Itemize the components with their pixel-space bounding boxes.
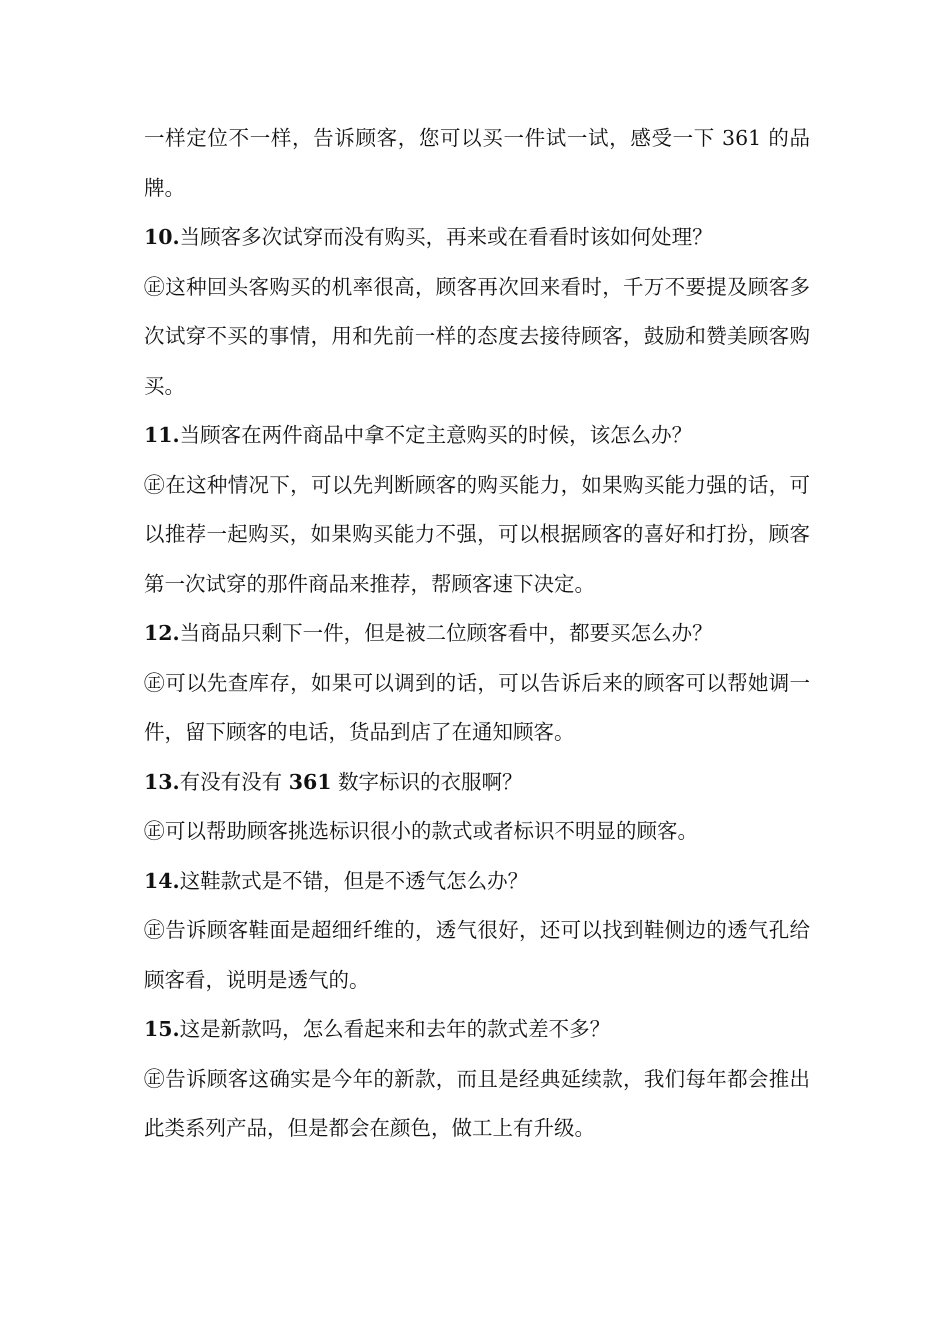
document-page	[144, 114, 810, 1154]
question-text: 这是新款吗，怎么看起来和去年的款式差不多？	[179, 1017, 611, 1041]
question-number: 15.	[144, 1017, 180, 1041]
answer-15	[144, 1055, 810, 1154]
answer-mark-icon: ㊣	[144, 670, 165, 695]
question-13	[144, 758, 810, 808]
answer-mark-icon: ㊣	[144, 1066, 165, 1091]
question-text: 当顾客多次试穿而没有购买，再来或在看看时该如何处理？	[179, 225, 713, 249]
answer-text: 告诉顾客这确实是今年的新款，而且是经典延续款，我们每年都会推出此类系列产品，但是都会在颜色，做工上有升级。	[144, 1066, 810, 1140]
question-text: 当商品只剩下一件，但是被二位顾客看中，都要买怎么办？	[179, 621, 713, 645]
answer-text: 这种回头客购买的机率很高，顾客再次回来看时，千万不要提及顾客多次试穿不买的事情，用和先前一样的态度去接待顾客，鼓励和赞美顾客购买。	[144, 274, 810, 398]
question-text: 这鞋款式是不错，但是不透气怎么办？	[179, 868, 529, 893]
question-10	[144, 213, 810, 263]
question-number: 11.	[144, 423, 180, 447]
question-14	[144, 857, 810, 907]
answer-12	[144, 659, 810, 758]
answer-text: 可以先查库存，如果可以调到的话，可以告诉后来的顾客可以帮她调一件，留下顾客的电话，货品到店了在通知顾客。	[144, 670, 810, 744]
question-text: 当顾客在两件商品中拿不定主意购买的时候，该怎么办？	[179, 423, 693, 447]
question-number: 12.	[144, 621, 180, 645]
continuation-paragraph: 一样定位不一样，告诉顾客，您可以买一件试一试，感受一下 361 的品牌。	[144, 126, 810, 200]
answer-text: 告诉顾客鞋面是超细纤维的，透气很好，还可以找到鞋侧边的透气孔给顾客看，说明是透气的。	[144, 918, 810, 992]
question-text-post: 数字标识的衣服啊？	[331, 769, 523, 794]
answer-text: 在这种情况下，可以先判断顾客的购买能力，如果购买能力强的话，可以推荐一起购买，如果购买能力不强，可以根据顾客的喜好和打扮，顾客第一次试穿的那件商品来推荐，帮顾客速下决定。	[144, 472, 810, 596]
answer-mark-icon: ㊣	[144, 472, 165, 497]
question-15	[144, 1005, 810, 1055]
answer-14	[144, 906, 810, 1005]
answer-mark-icon: ㊣	[144, 819, 165, 843]
answer-10	[144, 263, 810, 412]
question-12	[144, 609, 810, 659]
question-number: 10.	[144, 225, 180, 249]
answer-text: 可以帮助顾客挑选标识很小的款式或者标识不明显的顾客。	[165, 819, 698, 843]
answer-mark-icon: ㊣	[144, 274, 165, 299]
question-text-pre: 有没有没有	[179, 769, 289, 794]
answer-11	[144, 461, 810, 610]
question-11	[144, 411, 810, 461]
answer-13	[144, 807, 810, 857]
question-number: 13.	[144, 769, 180, 794]
answer-mark-icon: ㊣	[144, 918, 165, 942]
question-number: 14.	[144, 868, 180, 893]
question-text-bold: 361	[288, 769, 332, 794]
